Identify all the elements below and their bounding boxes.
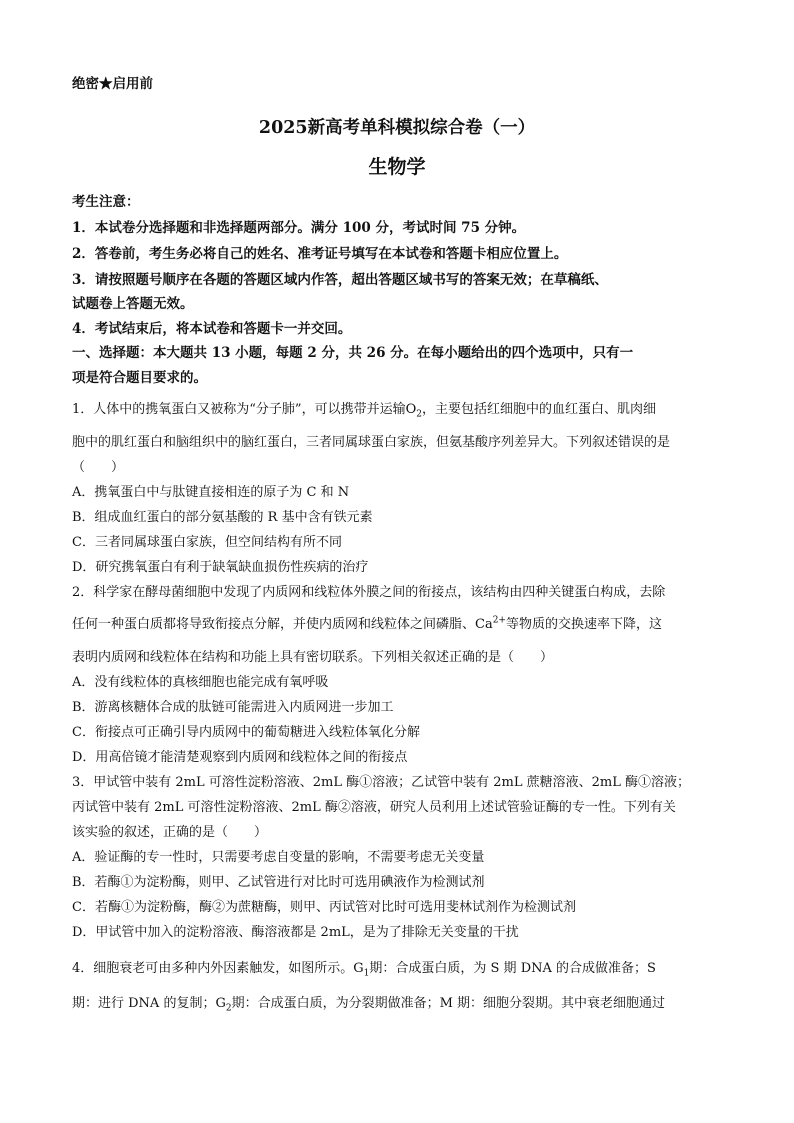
question-3-stem: 丙试管中装有 2mL 可溶性淀粉溶液、2mL 酶②溶液，研究人员利用上述试管验证酶的专一性。下列有关 [72,800,676,815]
question-2-stem: 表明内质网和线粒体在结构和功能上具有密切联系。下列相关叙述正确的是（ ） [72,650,554,665]
subject-title: 生物学 [368,156,426,178]
option-b: B．游离核糖体合成的肽链可能需进入内质网进一步加工 [72,700,394,715]
notice-item: 2．答卷前，考生务必将自己的姓名、准考证号填写在本试卷和答题卡相应位置上。 [72,246,568,262]
option-d: D．研究携氧蛋白有利于缺氧缺血损伤性疾病的治疗 [72,560,369,575]
confidential-mark: 绝密★启用前 [72,76,153,92]
question-1-stem: 1．人体中的携氧蛋白又被称为“分子肺”，可以携带并运输$O_2$，主要包括红细胞中的血红蛋白、肌肉细 [72,402,656,420]
option-d: D．甲试管中加入的淀粉溶液、酶溶液都是 2mL，是为了排除无关变量的干扰 [72,925,519,940]
question-1-stem: （ ） [72,460,125,475]
exam-title: 2025新高考单科模拟综合卷（一） [258,118,536,138]
option-a: A．验证酶的专一性时，只需要考虑自变量的影响，不需要考虑无关变量 [72,850,485,865]
notice-item: 3．请按照题号顺序在各题的答题区域内作答，超出答题区域书写的答案无效；在草稿纸、 [72,272,608,288]
section-heading-cont: 项是符合题目要求的。 [72,370,207,386]
question-2-stem: 2．科学家在酵母菌细胞中发现了内质网和线粒体外膜之间的衔接点，该结构由四种关键蛋白构成，去除 [72,585,666,600]
option-c: C．三者同属球蛋白家族，但空间结构有所不同 [72,535,342,550]
question-1-stem: 胞中的肌红蛋白和脑组织中的脑红蛋白，三者同属球蛋白家族，但氨基酸序列差异大。下列叙述错误的是 [72,435,671,450]
option-c: C．衔接点可正确引导内质网中的葡萄糖进入线粒体氧化分解 [72,725,420,740]
option-b: B．若酶①为淀粉酶，则甲、乙试管进行对比时可选用碘液作为检测试剂 [72,875,485,890]
question-3-stem: 该实验的叙述，正确的是（ ） [72,825,268,840]
section-heading: 一、选择题：本大题共 13 小题，每题 2 分，共 26 分。在每小题给出的四个选项中，只有一 [72,345,634,361]
option-b: B．组成血红蛋白的部分氨基酸的 R 基中含有铁元素 [72,510,373,525]
notice-heading: 考生注意： [72,194,140,210]
option-a: A．没有线粒体的真核细胞也能完成有氧呼吸 [72,675,329,690]
option-c: C．若酶①为淀粉酶，酶②为蔗糖酶，则甲、丙试管对比时可选用斐林试剂作为检测试剂 [72,900,576,915]
question-4-stem: 4．细胞衰老可由多种内外因素触发，如图所示。$G_1$期：合成蛋白质，为 S 期 DNA 的合成做准备；S [72,961,656,979]
option-d: D．用高倍镜才能清楚观察到内质网和线粒体之间的衔接点 [72,750,408,765]
notice-item: 4．考试结束后，将本试卷和答题卡一并交回。 [72,321,352,337]
question-3-stem: 3．甲试管中装有 2mL 可溶性淀粉溶液、2mL 酶①溶液；乙试管中装有 2mL 蔗糖溶液、2mL 酶①溶液； [72,775,690,790]
option-a: A．携氧蛋白中与肽键直接相连的原子为 C 和 N [72,485,350,500]
question-2-stem: 任何一种蛋白质都将导致衔接点分解，并使内质网和线粒体之间磷脂、$Ca^{2+}$等物质的交换速率下降，这 [72,615,662,632]
notice-item: 1．本试卷分选择题和非选择题两部分。满分 100 分，考试时间 75 分钟。 [72,220,526,236]
question-4-stem: 期：进行 DNA 的复制；$G_2$期：合成蛋白质，为分裂期做准备；M 期：细胞分裂期。其中衰老细胞通过 [72,996,666,1014]
notice-item: 试题卷上答题无效。 [72,296,194,312]
